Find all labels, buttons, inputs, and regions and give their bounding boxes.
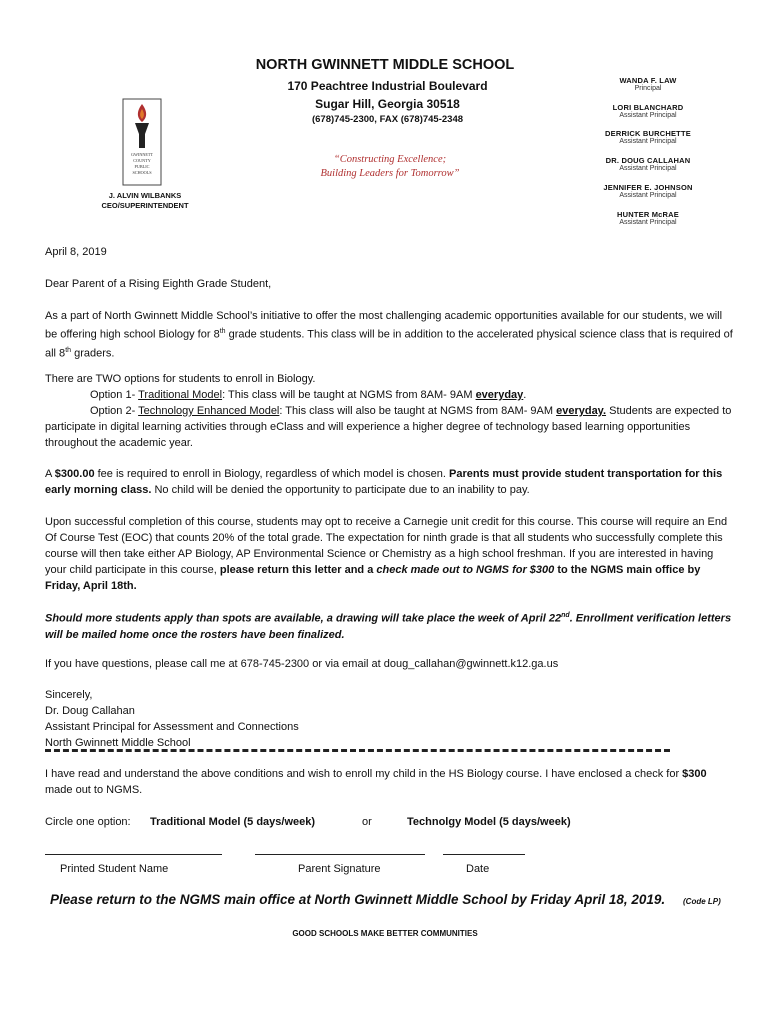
logo-text-2: COUNTY bbox=[133, 158, 151, 163]
staff-name: LORI BLANCHARD bbox=[612, 103, 684, 112]
signature-name: Dr. Doug Callahan bbox=[45, 705, 135, 717]
footer-slogan: GOOD SCHOOLS MAKE BETTER COMMUNITIES bbox=[292, 929, 478, 938]
staff-name: DR. DOUG CALLAHAN bbox=[605, 156, 691, 165]
salutation: Dear Parent of a Rising Eighth Grade Student, bbox=[45, 278, 272, 290]
paragraph-fee: A $300.00 fee is required to enroll in Biology, regardless of which model is chosen. Parents must provide student transportation for this early morning class. No child will be denied the opportunity to participate due to an inability to pay. bbox=[45, 468, 723, 496]
staff-name: HUNTER McRAE bbox=[617, 210, 679, 219]
student-name-line[interactable] bbox=[45, 854, 222, 855]
staff-name: JENNIFER E. JOHNSON bbox=[603, 183, 693, 192]
address-line-2: Sugar Hill, Georgia 30518 bbox=[315, 97, 460, 111]
staff-title: Assistant Principal bbox=[619, 192, 677, 199]
signature-title: Assistant Principal for Assessment and Connections bbox=[45, 721, 299, 733]
cut-line bbox=[45, 749, 670, 752]
motto bbox=[290, 153, 490, 181]
motto-line-2: Building Leaders for Tomorrow” bbox=[320, 168, 460, 179]
staff-title: Assistant Principal bbox=[619, 219, 677, 226]
staff-entry bbox=[572, 76, 724, 92]
paragraph-drawing: Should more students apply than spots are available, a drawing will take place the week of April 22nd. Enrollment verification letters will be mailed home once the rosters have been finalized. bbox=[45, 612, 732, 641]
paragraph-questions: If you have questions, please call me at 678-745-2300 or via email at doug_callahan@gwinnett.k12.ga.us bbox=[45, 658, 559, 670]
ceo-title: CEO/SUPERINTENDENT bbox=[101, 201, 189, 210]
paragraph-intro: As a part of North Gwinnett Middle School’s initiative to offer the most challenging academic opportunities available for our students, we will be offering high school Biology for 8th grade students. This class will be in addition to the accelerated physical science class that is required of all 8th graders. bbox=[45, 310, 733, 360]
option-1: Option 1- Traditional Model: This class will be taught at NGMS from 8AM- 9AM everyday. bbox=[90, 389, 527, 401]
staff-title: Assistant Principal bbox=[619, 112, 677, 119]
logo-text-1: GWINNETT bbox=[130, 152, 154, 157]
option-2: Option 2- Technology Enhanced Model: This class will also be taught at NGMS from 8AM- 9AM everyday. Students are expected to participate in digital learning activities through eClass and will experience a higher degree of technology based learning opportunities throughout the academic year. bbox=[45, 405, 732, 449]
parent-signature-line[interactable] bbox=[255, 854, 425, 855]
torch-icon bbox=[122, 98, 162, 186]
logo-text-3: PUBLIC bbox=[134, 164, 150, 169]
signature-school: North Gwinnett Middle School bbox=[45, 737, 191, 749]
staff-entry bbox=[572, 156, 724, 172]
staff-entry bbox=[572, 129, 724, 145]
staff-name: DERRICK BURCHETTE bbox=[605, 129, 691, 138]
date-label: Date bbox=[466, 863, 490, 875]
staff-entry bbox=[572, 103, 724, 119]
staff-title: Principal bbox=[634, 85, 662, 92]
ceo-name: J. ALVIN WILBANKS bbox=[108, 191, 182, 200]
staff-title: Assistant Principal bbox=[619, 165, 677, 172]
code-label: (Code LP) bbox=[683, 897, 721, 906]
choice-technology[interactable]: Technolgy Model (5 days/week) bbox=[407, 816, 571, 828]
logo-text-4: SCHOOLS bbox=[132, 170, 152, 175]
parent-signature-label: Parent Signature bbox=[298, 863, 381, 875]
staff-title: Assistant Principal bbox=[619, 138, 677, 145]
agreement-text: I have read and understand the above conditions and wish to enroll my child in the HS Biology course. I have enclosed a check for $300 made out to NGMS. bbox=[45, 768, 707, 796]
letter-date: April 8, 2019 bbox=[45, 246, 107, 258]
school-district-logo bbox=[122, 98, 162, 186]
circle-label: Circle one option: bbox=[45, 816, 131, 828]
return-instructions: Please return to the NGMS main office at North Gwinnett Middle School by Friday April 18, 2019. bbox=[50, 892, 666, 907]
staff-entry bbox=[572, 183, 724, 199]
paragraph-eoc: Upon successful completion of this course, students may opt to receive a Carnegie unit credit for this course. This course will require an End Of Course Test (EOC) that counts 20% of the total grade. The expectation for ninth grade is that all students who successfully complete this course will then take either AP Biology, AP Environmental Science or Chemistry as a high school freshman. If you are interested in having your child participate in this course, please return this letter and a check made out to NGMS for $300 to the NGMS main office by Friday, April 18th. bbox=[45, 516, 728, 592]
motto-line-1: “Constructing Excellence; bbox=[333, 154, 447, 165]
date-line[interactable] bbox=[443, 854, 525, 855]
staff-entry bbox=[572, 210, 724, 226]
school-name: NORTH GWINNETT MIDDLE SCHOOL bbox=[255, 57, 515, 73]
closing: Sincerely, bbox=[45, 689, 93, 701]
choice-traditional[interactable]: Traditional Model (5 days/week) bbox=[150, 816, 316, 828]
staff-name: WANDA F. LAW bbox=[619, 76, 677, 85]
phone-fax: (678)745-2300, FAX (678)745-2348 bbox=[311, 114, 464, 125]
choice-or: or bbox=[362, 816, 372, 828]
options-intro: There are TWO options for students to enroll in Biology. bbox=[45, 373, 316, 385]
student-name-label: Printed Student Name bbox=[60, 863, 169, 875]
address-line-1: 170 Peachtree Industrial Boulevard bbox=[287, 79, 488, 93]
